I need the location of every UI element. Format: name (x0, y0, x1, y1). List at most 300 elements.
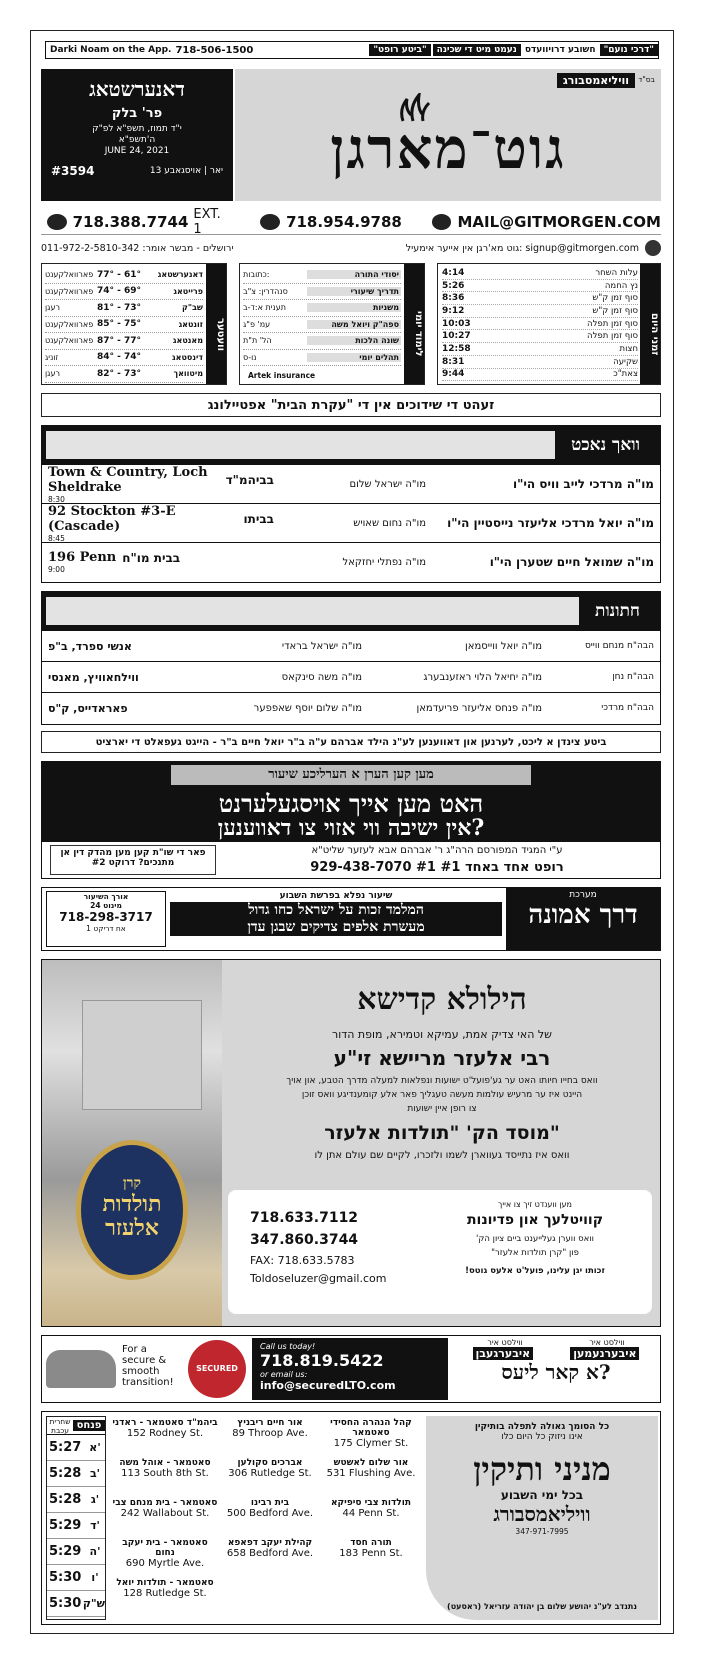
vasikin-panel (426, 1416, 658, 1620)
chasuna-row (42, 692, 660, 723)
vasikin-foot: נתנדב לע"נ יהושע שלום בן יהודה עזריאל (ראסעט) (447, 1602, 637, 1611)
lease-callus: Call us today! (260, 1342, 316, 1351)
shul-name: אור שלום לאשטש (333, 1458, 409, 1468)
chasuna-kala: מו"ה ישראל בראדי (281, 640, 362, 652)
learning-row (243, 333, 401, 350)
shul-addr: 306 Rutledge St. (228, 1468, 312, 1479)
tammuz: ה'תשפ"א (118, 135, 156, 145)
lease-heb1b: ווילסט איר (589, 1338, 625, 1347)
artek-logo: Artek insurance (248, 371, 316, 380)
shul-addr: 242 Wallabout St. (120, 1508, 210, 1519)
lease-heb1a: ווילסט איר (487, 1338, 523, 1347)
times-head2: שחרית עכבת (49, 1416, 71, 1435)
chasunos-section (41, 591, 661, 725)
weather-temp: 85° - 75° (97, 319, 142, 330)
learning-row (243, 300, 401, 317)
shul-item (322, 1418, 420, 1458)
car-icon (46, 1350, 116, 1388)
vach-loc-line (48, 504, 274, 534)
lease-phone[interactable]: 718.819.5422 (260, 1351, 384, 1370)
mail-circle-icon (645, 240, 661, 256)
weather-desc: פארוואלקענט (45, 286, 94, 296)
heb-date: י"ד תמוז, תשפ"א לפ"ק (92, 124, 182, 134)
times-head: פנחס (73, 1420, 105, 1431)
zman-name: נץ החמה (604, 280, 638, 291)
shiur-top: מען קען הערן א הערליכע שיעור (171, 765, 531, 785)
lease-or: or email us: (260, 1370, 308, 1379)
vach-chosen: מו"ה מרדכי לייב וויס הי"ו (512, 477, 654, 491)
rebbe-name: רבי אלעזר מריישא זי"ע (333, 1046, 551, 1070)
derech-box (46, 891, 166, 947)
shul-addr: 44 Penn St. (342, 1508, 400, 1519)
time-row (47, 1513, 105, 1539)
weather-row (45, 350, 203, 367)
derech-center (170, 891, 502, 947)
shiur-rav: ע"י המגיד המפורסם הרה"ג ר' אברהם אבא לעזער שליט"א (311, 845, 563, 856)
time-row (47, 1487, 105, 1513)
zman-row (442, 343, 638, 356)
learning-name: תדריך שיעורי (307, 287, 401, 296)
learning-name: שונה הלכות (307, 336, 401, 345)
zman-row (442, 292, 638, 305)
vach-chosen: מו"ה יואל מרדכי אליעזר נייסטיין הי"ו (447, 516, 654, 530)
derech-ext: אח דריקט 1 (86, 924, 126, 933)
phone-1[interactable]: 718.388.7744 (72, 212, 189, 231)
weather-row (45, 300, 203, 317)
zmanim-title: זמני היום (640, 264, 660, 384)
derech-pre: מערכת (569, 890, 597, 900)
time-day: ג' (90, 1493, 100, 1506)
vach-loc-line (48, 550, 274, 565)
shidduchim-banner (41, 393, 661, 417)
zman-row (442, 305, 638, 318)
signup[interactable]: signup@gitmorgen.com :גוט מא'רגן אין אייער אימעיל (405, 242, 639, 254)
page-frame (30, 30, 674, 1634)
weather-day: שב"ק (181, 303, 203, 313)
time-day: ד' (90, 1519, 100, 1532)
phone-icon (47, 214, 67, 230)
vach-place: בבית מו"ח (122, 550, 181, 565)
vach-left (42, 550, 274, 574)
bsd: בס"ד (638, 75, 655, 84)
weather-day: דאנערשטאג (157, 270, 203, 280)
shul-addr: 128 Rutledge St. (123, 1588, 207, 1599)
derech-logo (506, 888, 660, 950)
shul-col-c2 (222, 1418, 318, 1578)
shul-name: בית רבינו (250, 1498, 290, 1508)
seal-keren: קרן (123, 1175, 141, 1191)
learning-row (243, 317, 401, 334)
lease-t3: smooth (122, 1366, 160, 1377)
omer: 13 יאר | אויסגאבע (149, 166, 223, 176)
shul-item (222, 1538, 318, 1578)
shul-item (112, 1418, 218, 1458)
shul-item (322, 1458, 420, 1498)
shul-name: קהל הנהרה החסידי סאטמאר (330, 1418, 412, 1438)
shul-item (222, 1418, 318, 1458)
time-day: ו' (91, 1571, 99, 1584)
weather-desc: רעגן (45, 369, 60, 379)
city-tag: וויליאמסבורג (557, 73, 635, 88)
derech-t1: שיעור נפלא בפרשת השבוע (279, 891, 393, 901)
minyanim-ad (41, 1411, 661, 1625)
weather-row (45, 366, 203, 383)
shul-name: סאטמאר - אוהל משה (119, 1458, 211, 1468)
vasikin-adv2: אינו ניזוק כל היום כלו (501, 1432, 583, 1442)
hilula-p3: צו רופן איין ישועות (407, 1104, 477, 1114)
shul-name: אברכים סקולען (237, 1458, 303, 1468)
banner-2-text: ביטע צינדן א ליכט, לערנען און דאווענען לע"נ הילד אברהם ע"ה ב"ר יואל חיים ב"ר - הייגט געפאלט די יארציט (95, 736, 607, 748)
zman-name: חצות (619, 343, 638, 354)
vach-mechutan: מו"ה נחום שאויש (353, 517, 426, 529)
weather-desc: זוניג (45, 352, 59, 362)
chasuna-who: הבה"ח מנחם ווייס (584, 641, 654, 651)
shiur-h2: אין ישיבה ווי אזוי צו דאווענען? (217, 815, 485, 841)
lease-heb3: איבערגעבן (473, 1347, 534, 1360)
top-d: "ביטע רופט" (369, 44, 430, 56)
zman-row (442, 330, 638, 343)
time-day: ש"ק (82, 1597, 105, 1610)
chasuna-who: הבה"ח מרדכי (601, 703, 654, 713)
zman-name: צאת"כ (613, 369, 638, 380)
derech-emuna-ad (41, 887, 661, 951)
shiur-ad (41, 761, 661, 879)
time-row (47, 1591, 105, 1617)
vach-left (42, 465, 274, 504)
time-val: 5:29 (49, 1544, 82, 1559)
masthead (235, 69, 661, 201)
vach-loc: 196 Penn (48, 550, 117, 565)
zman-name: סוף זמן ק"ש (592, 293, 638, 304)
chasunos-header-blank (46, 597, 579, 625)
zman-row (442, 280, 638, 293)
shul-item (112, 1498, 218, 1538)
shul-addr: 89 Throop Ave. (232, 1428, 308, 1439)
time-row (47, 1435, 105, 1461)
shul-item (222, 1458, 318, 1498)
vach-time: 8:45 (48, 533, 65, 543)
zman-row (442, 369, 638, 382)
eng-date: JUNE 24, 2021 (104, 146, 170, 156)
hilula-p4: וואס איז נתייסד געווארן לשמו ולזכרו, לקיים שם עולם אתן לו (314, 1150, 570, 1161)
learning-row (243, 284, 401, 301)
phone-ext: EXT. 1 (193, 206, 221, 237)
weather-day: מיטוואך (173, 369, 203, 379)
weather-temp: 87° - 77° (97, 335, 142, 346)
zman-time: 4:14 (442, 267, 465, 278)
time-day: א' (89, 1441, 101, 1454)
seal-logo (76, 1140, 188, 1280)
hilula-p2: היינט איז ער מרעיש עולמות מעשה טעגליך פאר אלע קומענדיגע וואס זוכן (301, 1090, 583, 1100)
shul-name: סאטמאר - בית יעקב נחום (122, 1538, 208, 1558)
chasuna-kala: מו"ה משה סינקאס (281, 671, 362, 683)
tombstone (82, 1000, 202, 1110)
lease-ad (41, 1335, 661, 1403)
weather-row (45, 284, 203, 301)
zman-name: עלות השחר (595, 267, 638, 278)
weather-day: זונטאג (178, 319, 203, 329)
vach-mechutan: מו"ה נפתלי יחזקאל (342, 556, 426, 568)
time-day: ב' (89, 1467, 101, 1480)
shul-name: סאטמאר - תולדות יואל (116, 1578, 214, 1588)
hilula-r4: פון "קרן תולדות אלעזר" (491, 1248, 579, 1258)
signup-bar (41, 239, 661, 257)
parsha: פר' בלק (111, 106, 163, 121)
vach-loc: 92 Stockton #3-E (Cascade) (48, 503, 176, 534)
vach-nacht-section (41, 425, 661, 583)
app-phone[interactable]: 718-506-1500 (175, 44, 254, 56)
lease-heb2: איבערנעמען (570, 1347, 639, 1360)
vach-place: בביתו (243, 511, 274, 526)
shul-item (322, 1538, 420, 1578)
shul-name: אור חיים ריבניץ (237, 1418, 303, 1428)
mail-icon (432, 214, 452, 230)
times-box (46, 1416, 106, 1620)
vach-mechutan: מו"ה ישראל שלום (349, 478, 426, 490)
zman-time: 8:36 (442, 293, 465, 304)
time-row (47, 1565, 105, 1591)
shul-addr: 113 South 8th St. (121, 1468, 209, 1479)
shiur-h1: האט מען אייך אויסגעלערנט (218, 789, 484, 818)
vasikin-ph[interactable]: 347-971-7995 (515, 1527, 569, 1536)
vach-row (42, 542, 660, 581)
banner-1-text: זעהט די שידוכים אין די "עקרת הבית" אפטיילונג (207, 397, 495, 413)
chasuna-chosen: מו"ה יואל ווייסמאן (465, 640, 542, 652)
vach-row (42, 503, 660, 542)
lease-t4: transition! (122, 1377, 174, 1388)
vach-place: בביהמ"ד (225, 472, 274, 487)
zman-time: 9:12 (442, 305, 465, 316)
weather-temp: 84° - 74° (97, 352, 142, 363)
weather-desc: פארוואלקענט (45, 336, 94, 346)
learning-name: יסודי התורה (307, 270, 401, 279)
vach-loc-line (48, 465, 274, 495)
mosad-name: מוסד הק' "תולדות אלעזר" (324, 1122, 560, 1144)
weather-day: פרייטאג (173, 286, 203, 296)
vach-time: 8:30 (48, 494, 65, 504)
day: דאנערשטאג (89, 77, 185, 101)
shul-col-c1 (112, 1418, 218, 1618)
lease-email[interactable]: info@securedLTO.com (260, 1379, 396, 1392)
time-row (47, 1539, 105, 1565)
vach-chosen: מו"ה שמואל חיים שטערן הי"ו (489, 555, 654, 569)
time-val: 5:30 (49, 1596, 82, 1611)
yahrzeit-banner (41, 731, 661, 753)
learning-box (239, 263, 425, 385)
vach-time: 9:00 (48, 565, 65, 574)
contact-bar (41, 206, 661, 237)
vasikin-sub: בכל ימי השבוע (500, 1488, 584, 1502)
vasikin-city: וויליאמסבורג (493, 1502, 591, 1526)
learning-val: סנהדרין: צ"ב (243, 286, 288, 296)
learning-val: עמ' פ"ג (243, 319, 271, 329)
shul-addr: 152 Rodney St. (126, 1428, 204, 1439)
il-phone: ירושלים - מבשר אומר: 011-972-2-5810-342 (41, 242, 234, 254)
learning-val: כתובות: (243, 270, 270, 280)
secured-badge: SECURED (188, 1340, 246, 1398)
hilula-ph1[interactable]: 718.633.7112 (250, 1210, 359, 1226)
lease-tagline (122, 1344, 174, 1388)
zman-name: סוף זמן ק"ש (592, 305, 638, 316)
hilula-ph2[interactable]: 347.860.3744 (250, 1232, 359, 1248)
shul-addr: 183 Penn St. (339, 1548, 403, 1559)
time-val: 5:30 (49, 1570, 82, 1585)
chasuna-chosen: מו"ה פנחס אליעזר פריעדמאן (416, 702, 542, 714)
chasuna-chosen: מו"ה יחיאל הלוי ראזענבערג (423, 671, 542, 683)
time-val: 5:28 (49, 1466, 82, 1481)
hilula-r5: זכותו יגן עלינו, פועל'ט אלעס גוטס! (465, 1266, 605, 1276)
date-panel (41, 69, 233, 201)
top-strip (45, 41, 659, 59)
zman-time: 5:26 (442, 280, 465, 291)
hilula-sub: של האי צדיק אמת, עמיקא וטמירא, מופת הדור (332, 1028, 552, 1041)
time-val: 5:28 (49, 1492, 82, 1507)
learning-name: תהלים יומי (307, 353, 401, 362)
weather-row (45, 333, 203, 350)
shul-addr: 531 Flushing Ave. (326, 1468, 416, 1479)
zman-time: 12:58 (442, 343, 471, 354)
time-row (47, 1461, 105, 1487)
shul-addr: 658 Bedford Ave. (226, 1548, 314, 1559)
weather-temp: 82° - 73° (97, 368, 142, 379)
shul-name: ביהמ"ד סאטמאר - ראדני (112, 1418, 218, 1428)
derech-t3: מעשרת אלפים צדיקים שבגן עדן (170, 919, 502, 936)
shul-item (222, 1498, 318, 1538)
weather-row (45, 317, 203, 334)
vach-header (42, 426, 660, 464)
learning-row (243, 350, 401, 367)
derech-min: 24 מינוט (90, 901, 122, 910)
shul-name: תולדות צבי סיפיקא (330, 1498, 411, 1508)
weather-desc: פארוואלקענט (45, 319, 94, 329)
fax-icon (260, 214, 280, 230)
shiur-bottom (41, 841, 661, 879)
learning-val: הל' ת"ת (243, 336, 272, 346)
hilula-r3: וואס ווערן געלייענט ביים ציון הק' (476, 1234, 594, 1244)
weather-desc: פארוואלקענט (45, 270, 94, 280)
chasuna-place: ווילחאוויץ, מאנסי (48, 670, 139, 684)
kever-photo (42, 960, 222, 1326)
hilula-p1: וואס בחייו חיותו האט ער גע'פועל'ט ישועות ונפלאות למעלה מדרך הטבע, און אויך (286, 1076, 598, 1086)
issue-num: #3594 (51, 164, 95, 178)
shul-item (112, 1458, 218, 1498)
derech-len: אורך השיעור (83, 892, 129, 901)
vasikin-title: מניני ותיקין (473, 1450, 611, 1488)
learning-val: נו-ס (243, 352, 257, 362)
weather-temp: 77° - 61° (97, 269, 142, 280)
shiur-phone[interactable]: 929-438-7070 #1 רופט אחד באחד #1 (310, 860, 564, 875)
lease-heb4: א קאר ליעס? (501, 1360, 611, 1384)
learning-title: לימוד יומי (404, 264, 424, 384)
lease-t1: For a (122, 1344, 147, 1355)
weather-day: דינסטאג (172, 352, 203, 362)
hilula-title: הילולא קדישא (357, 982, 527, 1017)
shul-addr: 500 Bedford Ave. (226, 1508, 314, 1519)
hilula-r2: קוויטלעך און פדיונות (466, 1212, 604, 1228)
vasikin-adv1: כל הסומך גאולה לתפלה בותיקין (474, 1422, 610, 1432)
chasunos-header (42, 592, 660, 630)
derech-phone[interactable]: 718-298-3717 (59, 910, 153, 924)
phone-2[interactable]: 718.954.9788 (286, 212, 402, 231)
seal-name: תולדות אלעזר (102, 1191, 162, 1241)
shul-item (112, 1538, 218, 1578)
email[interactable]: MAIL@GITMORGEN.COM (457, 212, 661, 231)
shul-name: קהילת יעקב דפאפא (227, 1538, 313, 1548)
learning-name: ספה"ק ויואל משה (307, 320, 401, 329)
zman-time: 8:31 (442, 356, 465, 367)
zman-name: שקיעה (613, 356, 638, 367)
vach-left (42, 504, 274, 543)
chasuna-row (42, 630, 660, 661)
app-text: Darki Noam on the App. (50, 45, 172, 55)
chasuna-row (42, 661, 660, 692)
hilula-email[interactable]: Toldoseluzer@gmail.com (250, 1272, 387, 1285)
zman-row (442, 267, 638, 280)
time-val: 5:29 (49, 1518, 82, 1533)
weather-temp: 81° - 73° (97, 302, 142, 313)
shul-addr: 690 Myrtle Ave. (125, 1558, 205, 1569)
contact-card (228, 1190, 652, 1314)
shul-item (322, 1498, 420, 1538)
chasuna-place: פאראדייס, ק"ס (48, 701, 128, 715)
shul-item (112, 1578, 218, 1618)
lease-heb (454, 1338, 658, 1400)
weather-desc: רעגן (45, 303, 60, 313)
vach-loc: Town & Country, Loch Sheldrake (48, 464, 208, 495)
zmanim-box (437, 263, 661, 385)
zman-name: סוף זמן תפלה (587, 331, 638, 342)
zman-time: 9:44 (442, 369, 465, 380)
time-day: ה' (89, 1545, 101, 1558)
zman-time: 10:27 (442, 331, 471, 342)
shul-name: סאטמאר - בית מנחם צבי (112, 1498, 218, 1508)
weather-box (41, 263, 227, 385)
shul-col-c3 (322, 1418, 420, 1578)
chasuna-who: הבה"ח נחן (612, 672, 654, 682)
chasuna-place: אנשי ספרד, ב"פ (48, 639, 132, 653)
hilula-fax: FAX: 718.633.5783 (250, 1254, 355, 1267)
top-a: "דרכי נועם" (600, 44, 658, 56)
weather-title: וועטער (206, 264, 226, 384)
shul-addr: 175 Clymer St. (333, 1438, 409, 1449)
zman-row (442, 318, 638, 331)
vach-header-blank (46, 431, 555, 459)
hilula-r1: מען ווענדט זיך צו אייך (498, 1200, 572, 1209)
zman-name: סוף זמן תפלה (587, 318, 638, 329)
top-b: חשובע דרויוועדס (524, 45, 596, 55)
learning-row (243, 267, 401, 284)
derech-t2: המלמד זכות על ישראל כחו גדול (170, 902, 502, 919)
chasunos-title: חתונות (594, 601, 640, 621)
weather-row (45, 267, 203, 284)
weather-temp: 74° - 69° (97, 286, 142, 297)
shiur-box: פאר די שו"ת קען מען מהדק דין אן מתנכים? דרוקט #2 (50, 845, 216, 875)
vach-row (42, 464, 660, 503)
time-val: 5:27 (49, 1440, 82, 1455)
lease-contact (252, 1338, 448, 1400)
chasuna-kala: מו"ה שלום יוסף שאפפער (253, 702, 362, 714)
zman-time: 10:03 (442, 318, 471, 329)
learning-val: תענית א:ד-ב (243, 303, 286, 313)
lease-t2: secure & (122, 1355, 167, 1366)
vach-title: וואך נאכט (571, 435, 640, 455)
top-c: נעמט מיט די שכינה (433, 44, 521, 56)
zman-row (442, 356, 638, 369)
learning-name: משניות (307, 303, 401, 312)
derech-title: דרך אמונה (528, 900, 638, 930)
weather-day: מאנטאג (172, 336, 203, 346)
logo: גוט־מארגן (330, 116, 566, 182)
